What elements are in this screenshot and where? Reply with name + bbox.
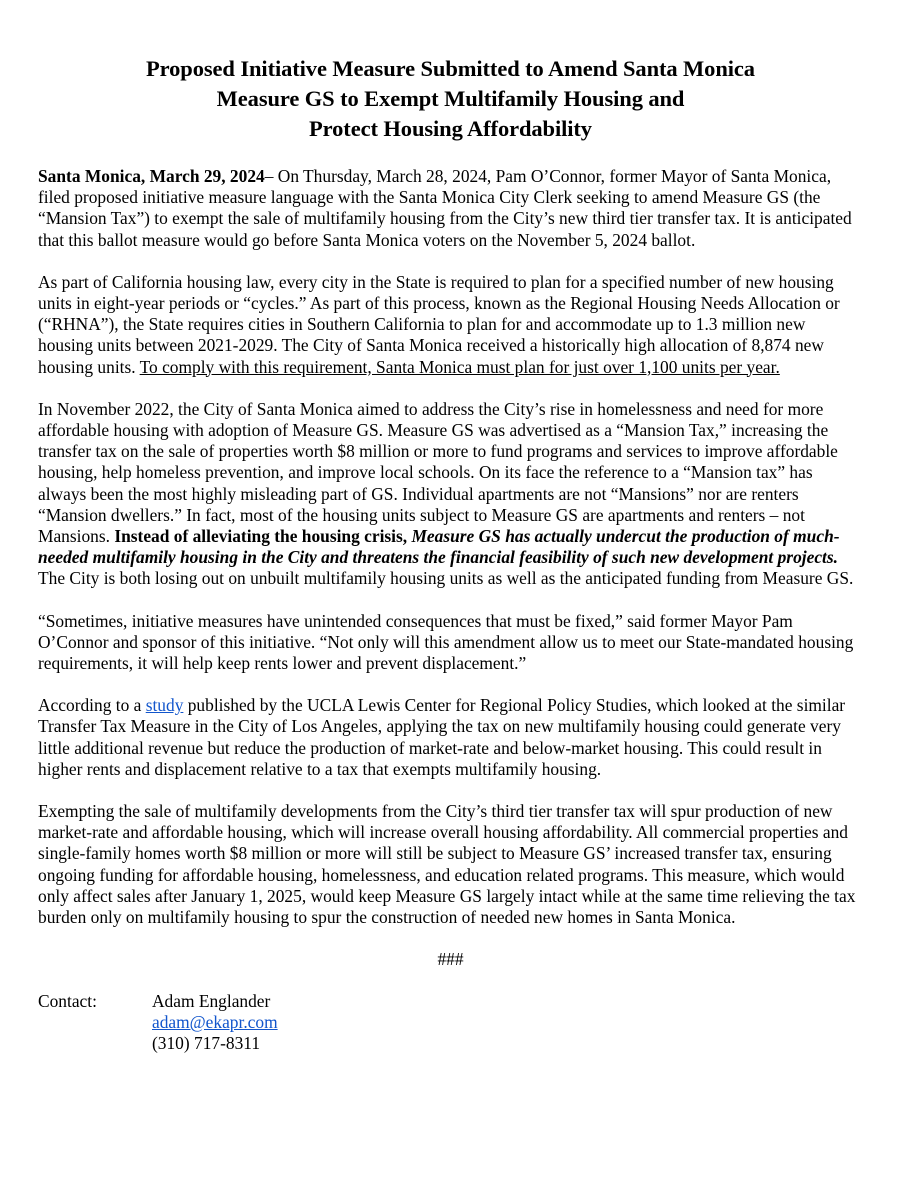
paragraph-text: – On Thursday, March 28, 2024, Pam O’Connor, former Mayor of Santa Monica, filed proposed initiative measure language with the Santa Monica City Clerk seeking to amend Measure GS (the “Mansion Tax”) to exempt the sale of multifamily housing from the City’s new third tier transfer tax. It is anticipated that this ballot measure would go before Santa Monica voters on the November 5, 2024 ballot. xyxy=(38,166,852,250)
paragraph-text: According to a xyxy=(38,695,146,716)
end-separator: ### xyxy=(437,949,464,970)
paragraph-rhna xyxy=(38,272,863,378)
paragraph-text: The City is both losing out on unbuilt multifamily housing units as well as the anticipated funding from Measure GS. xyxy=(38,568,854,589)
paragraph-exemption xyxy=(38,801,863,928)
paragraph-measure-gs xyxy=(38,399,863,590)
contact-phone: (310) 717-8311 xyxy=(152,1032,261,1053)
bold-italic-text: Measure GS has actually undercut the production of much-needed multifamily housing in the City and threatens the financial feasibility of such new development projects. xyxy=(38,526,840,568)
title-line: Measure GS to Exempt Multifamily Housing and xyxy=(216,86,685,111)
bold-text: Instead of alleviating the housing crisis, xyxy=(114,526,412,547)
contact-details xyxy=(152,991,278,1055)
paragraph-study xyxy=(38,695,863,780)
title-line: Proposed Initiative Measure Submitted to Amend Santa Monica xyxy=(146,56,755,81)
paragraph-intro xyxy=(38,166,863,251)
contact-label: Contact: xyxy=(38,990,97,1011)
paragraph-text: “Sometimes, initiative measures have unintended consequences that must be fixed,” said former Mayor Pam O’Connor and sponsor of this initiative. “Not only will this amendment allow us to meet our State-mandated housing requirements, it will help keep rents lower and prevent displacement.” xyxy=(38,610,854,674)
paragraph-text: As part of California housing law, every city in the State is required to plan for a specified number of new housing units in eight-year periods or “cycles.” As part of this process, known as the Regional Housing Needs Allocation or (“RHNA”), the State requires cities in Southern California to plan for and accommodate up to 1.3 million new housing units between 2021-2029. The City of Santa Monica received a historically high allocation of 8,874 new housing units. xyxy=(38,271,840,377)
contact-email-link[interactable]: adam@ekapr.com xyxy=(152,1011,278,1032)
dateline: Santa Monica, March 29, 2024 xyxy=(38,166,265,186)
contact-name: Adam Englander xyxy=(152,990,271,1011)
title-line: Protect Housing Affordability xyxy=(309,116,592,141)
body-text xyxy=(38,166,863,1054)
paragraph-text: published by the UCLA Lewis Center for Regional Policy Studies, which looked at the similar Transfer Tax Measure in the City of Los Angeles, applying the tax on new multifamily housing could generate very little additional revenue but reduce the production of market-rate and below-market housing. This could result in higher rents and displacement relative to a tax that exempts multifamily housing. xyxy=(38,695,846,779)
paragraph-quote xyxy=(38,611,863,675)
contact-block xyxy=(38,991,863,1055)
paragraph-text: Exempting the sale of multifamily developments from the City’s third tier transfer tax will spur production of new market-rate and affordable housing, which will increase overall housing affordability. All commercial properties and single-family homes worth $8 million or more will still be subject to Measure GS’ increased transfer tax, ensuring ongoing funding for affordable housing, homelessness, and education related programs. This measure, which would only affect sales after January 1, 2025, would keep Measure GS largely intact while at the same time relieving the tax burden only on multifamily housing to spur the construction of needed new homes in Santa Monica. xyxy=(38,801,856,928)
underlined-text: To comply with this requirement, Santa Monica must plan for just over 1,100 units per year. xyxy=(139,356,780,377)
paragraph-text: In November 2022, the City of Santa Monica aimed to address the City’s rise in homelessness and need for more affordable housing with adoption of Measure GS. Measure GS was advertised as a “Mansion Tax,” increasing the transfer tax on the sale of properties worth $8 million or more to fund programs and services to improve affordable housing, help homeless prevention, and improve local schools. On its face the reference to a “Mansion tax” has always been the most highly misleading part of GS. Individual apartments are not “Mansions” nor are renters “Mansion dwellers.” In fact, most of the housing units subject to Measure GS are apartments and renters – not Mansions. xyxy=(38,398,838,547)
page-title xyxy=(38,0,863,144)
study-link[interactable]: study xyxy=(145,695,184,716)
